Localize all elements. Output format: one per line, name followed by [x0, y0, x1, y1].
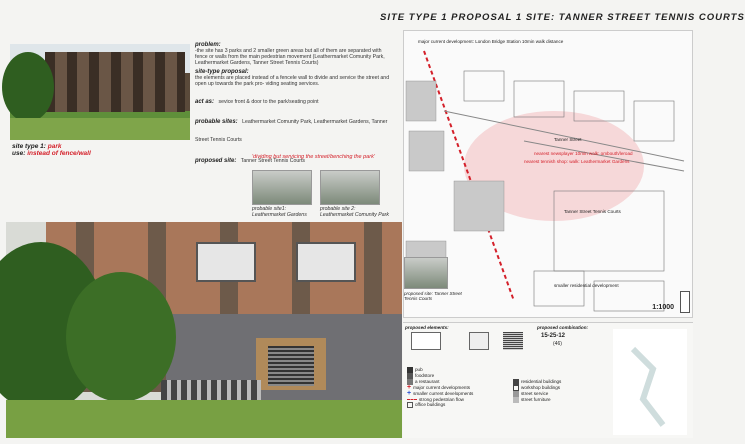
legend-pub: pub — [407, 367, 473, 373]
problem-text: -the site has 3 parks and 2 smaller green areas but all of them are separated with fence or walls from the main pedestrian movement (Leathermarket Comunity Park, Leathermarket Gardens, Tanner Street Tennis Courts) — [195, 48, 385, 66]
proposal-text: the elements are placed instead of a fencele wall to divide and service the street and open up towards the park pro- viding seating services. — [195, 75, 390, 87]
legend-list-left — [407, 367, 473, 408]
element-bench-icon — [411, 332, 441, 350]
act-as-text: sevice front & door to the park/seating point — [218, 99, 319, 105]
legend-workshop: workshop buildings — [513, 385, 561, 391]
description-block — [195, 42, 395, 167]
legend-restaurant: a restaurant — [407, 379, 473, 385]
site-type-block — [12, 143, 91, 157]
dashed-line-icon — [407, 399, 417, 400]
map-street-label: Tanner Street — [554, 137, 582, 142]
main-render-photo — [6, 222, 402, 438]
combination-total: (46) — [553, 341, 562, 347]
plus-blue-icon: + — [407, 390, 412, 397]
proposed-site-text: Tanner Street Tennis Courts — [240, 158, 305, 164]
proposed-combination-label: proposed combination: — [537, 325, 589, 330]
probable-site1-thumb — [252, 170, 312, 205]
legend-major-dev: + major current developments — [407, 384, 471, 391]
proposed-elements-label: proposed elements: — [405, 325, 449, 330]
legend-panel — [403, 322, 693, 438]
quote-text: 'dividing but servicing the street/benching the park' — [252, 154, 375, 160]
proposed-site-thumb — [404, 257, 448, 289]
legend-foodstore: foodstore — [407, 373, 473, 379]
legend-office: office buildings — [407, 402, 473, 408]
use-value: instead of fence/wall — [27, 150, 91, 157]
legend-residential: residential buildings — [513, 379, 561, 385]
proposal-label: site-type proposal: — [195, 69, 249, 75]
map-note-2: nearest tennish shop: walk: Leathermarket Gardens — [524, 159, 630, 164]
site-photo-small — [10, 44, 190, 140]
legend-street-service: street service — [513, 391, 561, 397]
probable-sites-label: probable sites: — [195, 119, 238, 125]
legend-list-right — [513, 379, 561, 403]
proposed-site-caption: proposed site: Tanner Street Tennis Courts — [404, 291, 462, 301]
use-label: use: — [12, 150, 26, 157]
north-arrow-icon — [680, 291, 690, 313]
office-icon — [407, 402, 413, 408]
legend-smaller-dev: + smaller current developments — [407, 390, 474, 397]
site-map — [403, 30, 693, 318]
map-bottom-note: smaller residential development — [554, 283, 619, 288]
map-note-1: nearest newsplayer 10min walk: ombouth/leroad — [534, 151, 633, 156]
site-type-value: park — [47, 143, 62, 150]
thumb2-caption: probable site 2: Leathermarket Comunity Park — [320, 206, 389, 218]
legend-street-furniture: street furniture — [513, 397, 561, 403]
proposed-site-label: proposed site: — [195, 158, 237, 164]
plus-red-icon: + — [407, 384, 412, 391]
probable-site2-thumb — [320, 170, 380, 205]
page-title: SITE TYPE 1 PROPOSAL 1 SITE: TANNER STREET TENNIS COURTS — [380, 12, 745, 23]
mini-location-map — [613, 329, 687, 435]
legend-pedestrian-flow: strong pedestrian flow — [407, 397, 473, 402]
thumb1-caption: probable site1: Leathermarket Gardens — [252, 206, 307, 218]
street-furniture-icon — [513, 397, 519, 403]
element-door-icon — [469, 332, 489, 350]
site-type-label: site type 1: — [12, 143, 46, 150]
act-as-label: act as: — [195, 99, 215, 105]
map-courts-label: Tanner Street Tennis Courts — [564, 209, 621, 214]
problem-label: problem: — [195, 42, 221, 48]
probable-sites-text: Leathermarket Comunity Park, Leathermarket Gardens, Tanner Street Tennis Courts — [195, 119, 388, 143]
map-top-note: major current development: London Bridge Station 10min walk distance — [418, 39, 564, 44]
combination-value: 15-25-12 — [541, 333, 566, 339]
map-scale: 1:1000 — [652, 304, 674, 311]
element-screen-icon — [503, 332, 523, 350]
